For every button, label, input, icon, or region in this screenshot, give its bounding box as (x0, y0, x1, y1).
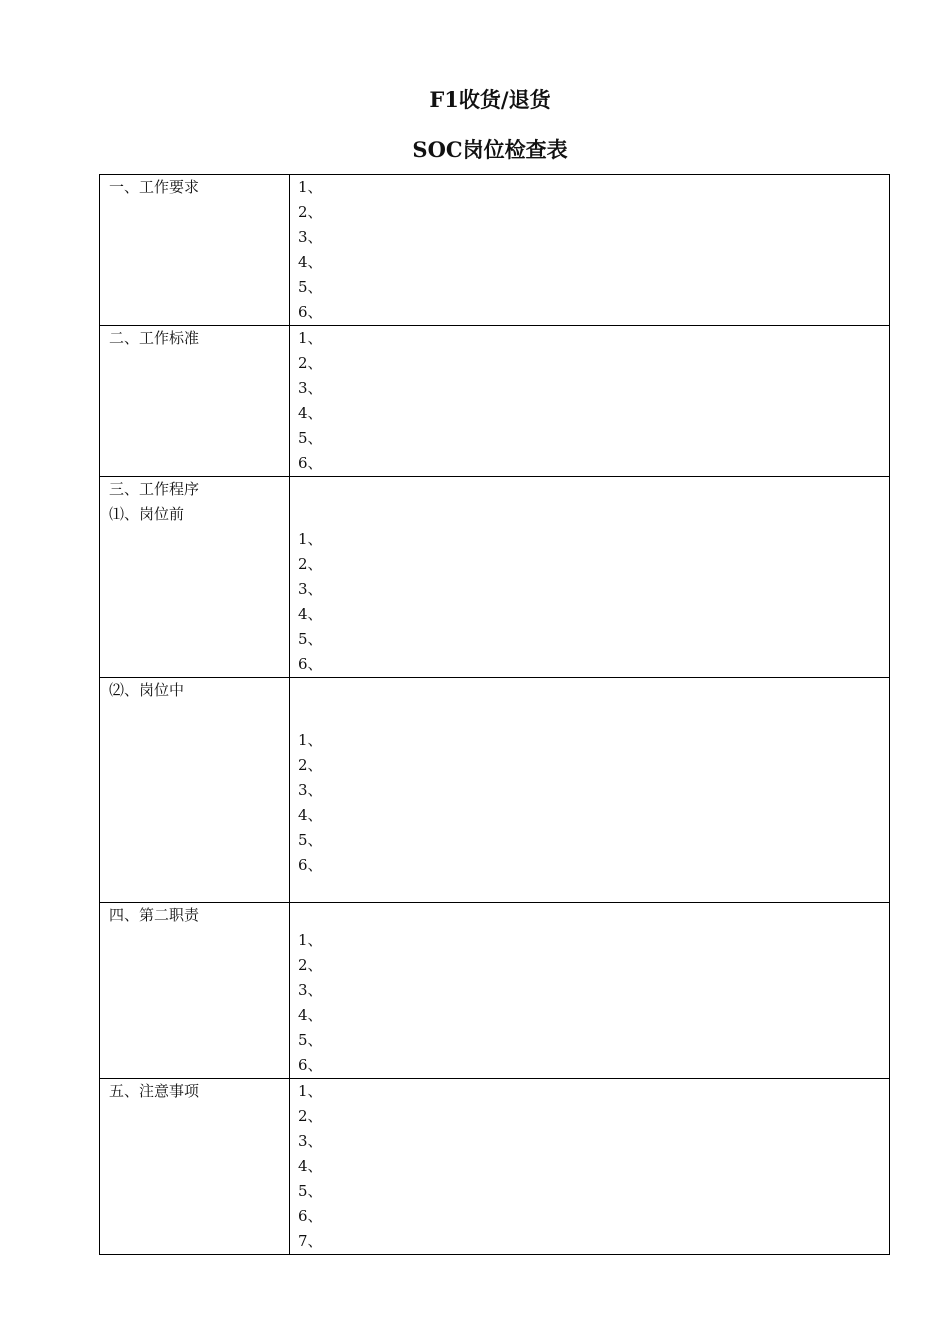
list-item: 6、 (298, 1207, 323, 1225)
table-row-work-requirements (100, 175, 890, 326)
list-item: 1、 (298, 731, 323, 749)
row-items-cell (290, 175, 890, 326)
row-label-cell (100, 678, 290, 903)
list-item: 5、 (298, 1031, 323, 1049)
row-label-cell (100, 1079, 290, 1255)
list-item: 5、 (298, 630, 323, 648)
list-item: 6、 (298, 454, 323, 472)
row-label-cell (100, 175, 290, 326)
list-item: 1、 (298, 530, 323, 548)
list-item: 6、 (298, 1056, 323, 1074)
list-item: 1、 (298, 1082, 323, 1100)
section-label: 四、第二职责 (109, 906, 200, 924)
list-item: 4、 (298, 806, 323, 824)
list-item: 2、 (298, 555, 323, 573)
section-label: 二、工作标准 (109, 329, 200, 347)
list-item: 1、 (298, 329, 323, 347)
list-item: 3、 (298, 781, 323, 799)
blank-line (298, 703, 889, 728)
list-item: 4、 (298, 1157, 323, 1175)
row-items-cell (290, 1079, 890, 1255)
blank-line (298, 477, 889, 502)
blank-line (298, 903, 889, 928)
list-item: 4、 (298, 1006, 323, 1024)
row-items-cell (290, 903, 890, 1079)
list-item: 6、 (298, 856, 323, 874)
blank-line (298, 678, 889, 703)
list-item: 5、 (298, 429, 323, 447)
document-title: F1收货/退货 (429, 87, 551, 112)
table-row-secondary-duties (100, 903, 890, 1079)
list-item: 3、 (298, 1132, 323, 1150)
list-item: 2、 (298, 1107, 323, 1125)
list-item: 2、 (298, 756, 323, 774)
blank-line (298, 502, 889, 527)
list-item: 3、 (298, 580, 323, 598)
row-label-cell (100, 477, 290, 678)
list-item: 2、 (298, 203, 323, 221)
list-item: 1、 (298, 931, 323, 949)
table-row-work-procedure-on (100, 678, 890, 903)
list-item: 4、 (298, 253, 323, 271)
row-items-cell (290, 477, 890, 678)
list-item: 1、 (298, 178, 323, 196)
section-label: 三、工作程序 (109, 480, 200, 498)
list-item: 3、 (298, 981, 323, 999)
table-row-work-standards (100, 326, 890, 477)
soc-checklist-table (99, 174, 890, 1255)
list-item: 5、 (298, 278, 323, 296)
table-row-work-procedure-pre (100, 477, 890, 678)
section-label: 五、注意事项 (109, 1082, 200, 1100)
subsection-label: ⑵、岗位中 (109, 681, 185, 699)
list-item: 6、 (298, 655, 323, 673)
row-label-cell (100, 326, 290, 477)
row-items-cell (290, 326, 890, 477)
list-item: 6、 (298, 303, 323, 321)
list-item: 2、 (298, 956, 323, 974)
table-row-notes (100, 1079, 890, 1255)
list-item: 3、 (298, 379, 323, 397)
document-subtitle: SOC岗位检查表 (412, 137, 568, 162)
list-item: 4、 (298, 605, 323, 623)
list-item: 5、 (298, 1182, 323, 1200)
subsection-label: ⑴、岗位前 (109, 505, 185, 523)
list-item: 4、 (298, 404, 323, 422)
section-label: 一、工作要求 (109, 178, 200, 196)
list-item: 3、 (298, 228, 323, 246)
list-item: 5、 (298, 831, 323, 849)
row-label-cell (100, 903, 290, 1079)
list-item: 2、 (298, 354, 323, 372)
list-item: 7、 (298, 1232, 323, 1250)
row-items-cell (290, 678, 890, 903)
